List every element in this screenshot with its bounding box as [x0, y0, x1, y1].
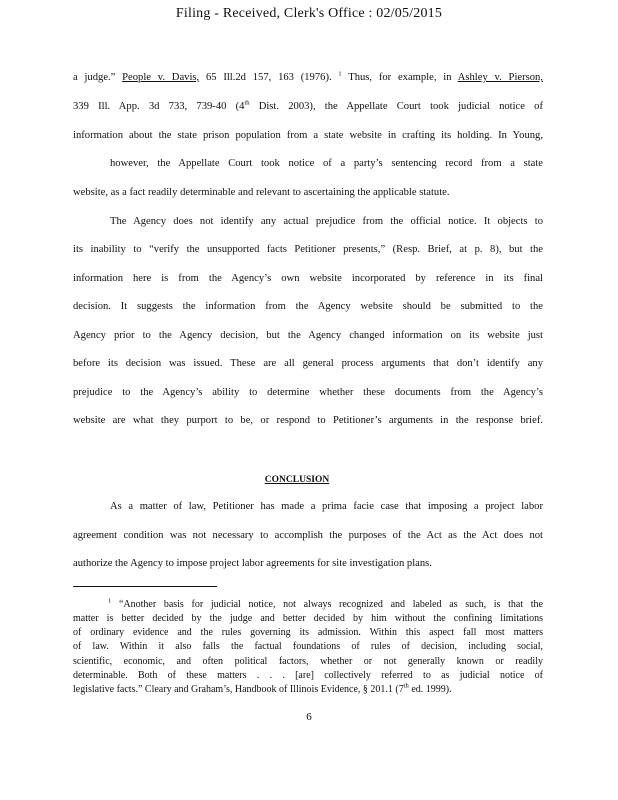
body-line: prejudice to the Agency’s ability to determine whether these documents from the Agency’s	[73, 387, 543, 398]
footnote-line: of law. Within it also falls the factual foundations of rules of decision, including social,	[73, 641, 543, 652]
body-line: information about the state prison population from a state website in crafting its holding. In Young,	[73, 130, 543, 141]
footnote-line: legislative facts.” Cleary and Graham’s, Handbook of Illinois Evidence, § 201.1 (7th ed. 1999).	[73, 682, 452, 695]
body-line: website are what they purport to be, or respond to Petitioner’s arguments in the response brief.	[73, 415, 543, 426]
case-citation: Ashley v. Pierson,	[457, 72, 543, 83]
body-line: decision. It suggests the information from the Agency website should be submitted to the	[73, 301, 543, 312]
footnote-divider	[73, 586, 217, 587]
footnote-line: scientific, economic, and often political factors, whether or not generally known or readily	[73, 656, 543, 667]
body-line: 339 Ill. App. 3d 733, 739-40 (4th Dist. 2003), the Appellate Court took judicial notice of	[73, 99, 543, 112]
body-line: As a matter of law, Petitioner has made a prima facie case that imposing a project labor	[110, 501, 543, 512]
body-line: information here is from the Agency’s own website incorporated by reference in its final	[73, 273, 543, 284]
body-line: Agency prior to the Agency decision, but the Agency changed information on its website just	[73, 330, 543, 341]
body-line: website, as a fact readily determinable and relevant to ascertaining the applicable statute.	[73, 187, 450, 198]
footnote-line: $^1$ “Another basis for judicial notice, not always recognized and labeled as such, is that the	[108, 597, 543, 610]
body-line: before its decision was issued. These are all general process arguments that don’t identify any	[73, 358, 543, 369]
filing-header: Filing - Received, Clerk's Office : 02/05/2015	[175, 6, 443, 21]
footnote-marker: 1	[108, 597, 112, 605]
body-line: The Agency does not identify any actual prejudice from the official notice. It objects to	[110, 216, 543, 227]
body-line: however, the Appellate Court took notice of a party’s sentencing record from a state	[110, 158, 543, 169]
body-line: a judge.” People v. Davis, 65 Ill.2d 157, 163 (1976). $^1$ Thus, for example, in Ashley v. Pierson,	[73, 70, 543, 83]
body-line: its inability to “verify the unsupported facts Petitioner presents,” (Resp. Brief, at p. 8), but the	[73, 244, 543, 255]
conclusion-heading: CONCLUSION	[264, 475, 330, 485]
footnote-line: of ordinary evidence and the rules governing its admission. Within this aspect fall most matters	[73, 627, 543, 638]
footnote-line: determinable. Both of these matters . . . [are] collectively referred to as judicial notice of	[73, 670, 543, 681]
body-line: agreement condition was not necessary to accomplish the purposes of the Act as the Act does not	[73, 530, 543, 541]
page-number: 6	[306, 711, 312, 723]
footnote-line: matter is better decided by the judge and better decided by him without the confining limitations	[73, 613, 543, 624]
case-citation: People v. Davis,	[122, 72, 200, 83]
body-line: authorize the Agency to impose project labor agreements for site investigation plans.	[73, 558, 432, 569]
footnote-reference: 1	[338, 70, 342, 78]
